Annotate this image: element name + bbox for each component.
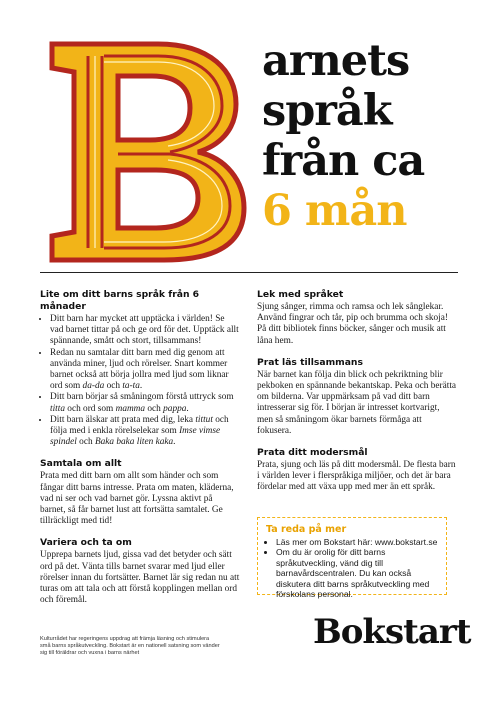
section-text: När barnet kan följa din blick och pekriktning blir pekboken en spännande bekantskap. Peka och berätta om bilderna. Var uppmärksam på vad ditt barn intresserar sig för. I början är intresset kortvarigt, men så småningom ökar barnets förmåga att fokusera. [257,369,457,436]
headline-age: 6 mån [262,186,407,236]
section-talk-about-everything [40,458,240,527]
section-vary-and-repeat [40,537,240,606]
left-column [40,289,240,616]
section-text: Prata med ditt barn om allt som händer och som fångar ditt barns intresse. Prata om maten, kläderna, vad ni ser och vad barnet gör. Lyssna aktivt på barnet, så får barnet lust att fortsätta samtalet. Ge tillräckligt med tid! [40,471,234,527]
headline-line-3: från ca [262,136,425,186]
section-text: Upprepa barnets ljud, gissa vad det betyder och sätt ord på det. Vänta tills barnet svarar med ljud eller rörelser innan du fortsätter. Barnet lär sig redan nu att turas om att tala och att förstå kopplingen mellan ord och föremål. [40,550,240,606]
decorative-initial-b [40,36,250,266]
section-heading: Samtala om allt [40,458,122,470]
list-item: • Ditt barn älskar att prata med dig, leka tittut och följa med i enkla rörelselekar som Imse vimse spindel och Baka baka liten kaka. [50,415,240,449]
section-read-together [257,357,457,437]
bullet-list [40,314,240,448]
info-list [266,537,440,599]
info-box [257,517,447,600]
section-heading: Lek med språket [257,289,344,300]
headline-line-1: arnets [262,36,410,86]
section-heading: Lite om ditt barns språk från 6 månader [40,289,200,312]
headline [262,36,492,236]
section-text: Sjung sånger, rimma och ramsa och lek sånglekar. Använd fingrar och tår, pip och brumma och skoja! På ditt bibliotek finns böcker, sånger och musik att låna hem. [257,302,448,346]
section-text: Prata, sjung och läs på ditt modersmål. De flesta barn i världen lever i flerspråkiga miljöer, och det är bara fördelar med att växa upp med mer än ett språk. [257,460,456,493]
headline-line-2: språk [262,86,392,136]
section-play-with-language [257,289,457,347]
divider-rule [40,272,458,273]
section-heading: Prat läs tillsammans [257,356,363,368]
section-mother-tongue [257,447,457,494]
list-item: • Ditt barn har mycket att upptäcka i världen! Se vad barnet tittar på och ge ord för det. Upptäck allt spännande, smått och stort, tillsammans! [50,314,240,348]
list-item: • Ditt barn börjar så småningom förstå uttryck som titta och ord som mamma och pappa. [50,392,240,414]
bokstart-logo: Bokstart [313,612,471,652]
list-item: • Redan nu samtalar ditt barn med dig genom att använda miner, ljud och rörelser. Snart kommer barnet också att börja jollra med ljud som liknar ord som da-da och ta-ta. [50,348,240,393]
right-column [257,289,457,504]
section-heading: Variera och ta om [40,537,132,549]
info-box-heading: Ta reda på mer [266,524,347,535]
section-heading: Prata ditt modersmål [257,447,368,459]
section-language-from-6-months [40,289,240,448]
info-item-website: • Läs mer om Bokstart här: www.bokstart.se [276,537,440,547]
info-item-advice: • Om du är orolig för ditt barns språkutveckling, vänd dig till barnavårdscentralen. Du kan också diskutera ditt barns språkutveckling med förskolans personal. [276,547,440,599]
footnote: Kulturrådet har regeringens uppdrag att främja läsning och stimulera små barns språkutveckling. Bokstart är en nationell satsning som vänder sig till föräldrar och vuxna i barns närhet [40,636,220,656]
